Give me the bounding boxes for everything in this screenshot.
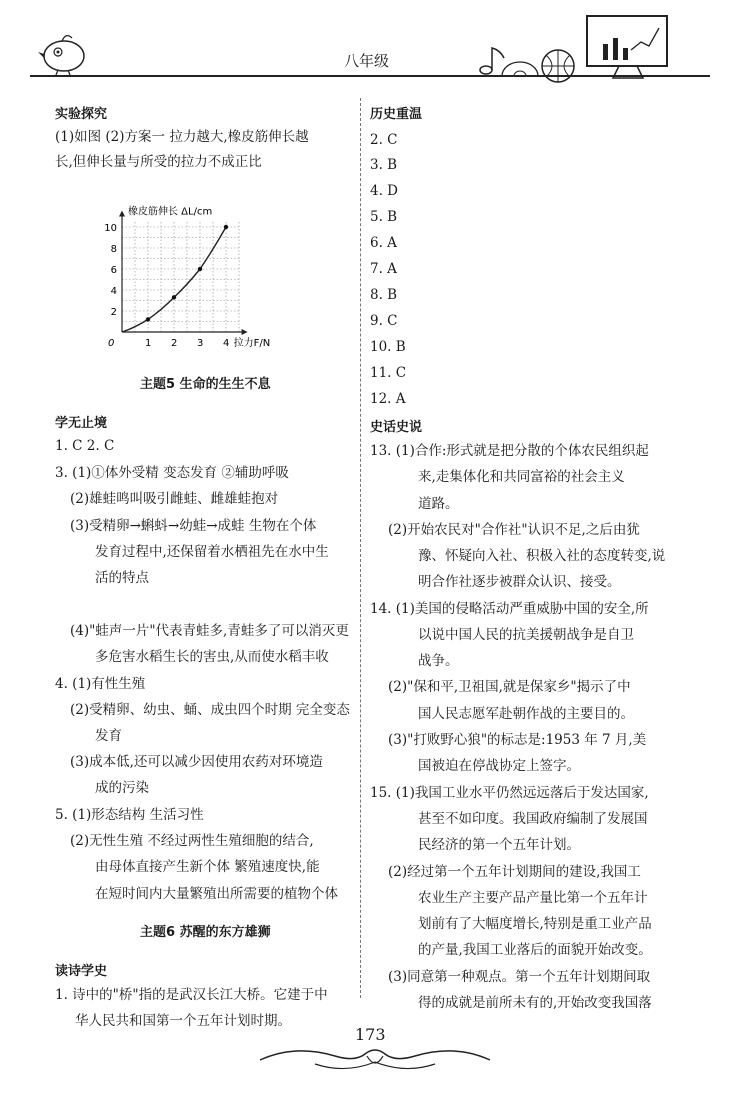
chart-grid	[122, 222, 239, 332]
lishi-answer: 6. A	[370, 235, 397, 251]
shihua-line: 国人民志愿军赴朝作战的主要目的。	[418, 706, 634, 722]
basketball-icon	[540, 48, 576, 84]
xuewu-line: 多危害水稻生长的害虫,从而使水稻丰收	[95, 649, 329, 665]
x-tick-label: 1	[145, 338, 152, 349]
data-point	[146, 317, 150, 321]
y-tick-label: 8	[110, 244, 117, 255]
xuewu-line: (2)受精卵、幼虫、蛹、成虫四个时期 完全变态	[70, 702, 350, 718]
xuewu-line: 由母体直接产生新个体 繁殖速度快,能	[95, 859, 320, 875]
xuewu-line: (2)无性生殖 不经过两性生殖细胞的结合,	[70, 833, 314, 849]
lishi-answer: 2. C	[370, 132, 398, 148]
dushi-line: 1. 诗中的"桥"指的是武汉长江大桥。它建于中	[55, 987, 328, 1003]
lishi-answer: 5. B	[370, 209, 398, 225]
data-point	[172, 295, 176, 299]
x-tick-label: 4	[223, 338, 230, 349]
y-axis-arrow	[119, 211, 125, 217]
shihua-line: 以说中国人民的抗美援朝战争是自卫	[418, 627, 634, 643]
shihua-line: 13. (1)合作:形式就是把分散的个体农民组织起	[370, 443, 649, 459]
x-tick-label: 2	[171, 338, 178, 349]
shihua-line: 划前有了大幅度增长,特别是重工业产品	[418, 916, 652, 932]
shihua-line: (3)"打败野心狼"的标志是:1953 年 7 月,美	[388, 732, 647, 748]
theme-6-title: 主题6 苏醒的东方雄狮	[140, 925, 271, 940]
xuewu-line: 3. (1)①体外受精 变态发育 ②辅助呼吸	[55, 465, 289, 481]
xuewu-line: 发育	[95, 728, 122, 744]
lishi-answer: 8. B	[370, 287, 398, 303]
section-title-xuewu: 学无止境	[55, 416, 108, 431]
shihua-line: (2)经过第一个五年计划期间的建设,我国工	[388, 864, 641, 880]
xuewu-line: 5. (1)形态结构 生活习性	[55, 807, 204, 823]
xuewu-line: 成的污染	[95, 780, 149, 796]
lishi-answer: 11. C	[370, 365, 407, 381]
lishi-answer: 7. A	[370, 261, 397, 277]
y-tick-label: 10	[104, 223, 117, 234]
section-title-lishi: 历史重温	[370, 107, 423, 122]
section-title-dushi: 读诗学史	[55, 964, 108, 979]
lishi-answer: 4. D	[370, 183, 398, 199]
xuewu-line: (4)"蛙声一片"代表青蛙多,青蛙多了可以消灭更	[70, 623, 349, 639]
shihua-line: 甚至不如印度。我国政府编制了发展国	[418, 811, 648, 827]
y-tick-label: 2	[110, 307, 117, 318]
xuewu-line: 在短时间内大量繁殖出所需要的植物个体	[95, 886, 338, 902]
shihua-line: (2)开始农民对"合作社"认识不足,之后由犹	[388, 522, 640, 538]
xuewu-line: 发育过程中,还保留着水栖祖先在水中生	[95, 544, 329, 560]
shihua-line: 14. (1)美国的侵略活动严重威胁中国的安全,所	[370, 601, 649, 617]
xuewu-line: 4. (1)有性生殖	[55, 676, 146, 692]
shihua-line: 15. (1)我国工业水平仍然远远落后于发达国家,	[370, 785, 649, 801]
experiment-line-1: (1)如图 (2)方案一 拉力越大,橡皮筋伸长越	[55, 129, 309, 145]
data-point	[198, 267, 202, 271]
shihua-line: 来,走集体化和共同富裕的社会主义	[418, 469, 625, 485]
column-divider	[360, 98, 361, 998]
rubber-band-stretch-chart	[104, 184, 320, 356]
x-axis-arrow	[242, 329, 248, 335]
dushi-line: 华人民共和国第一个五年计划时期。	[75, 1013, 291, 1029]
section-title-experiment: 实验探究	[55, 107, 108, 122]
experiment-line-2: 长,但伸长量与所受的拉力不成正比	[55, 154, 262, 170]
theme-5-title: 主题5 生命的生生不息	[140, 377, 271, 392]
shihua-line: 明合作社逐步被群众认识、接受。	[418, 574, 621, 590]
shihua-line: 农业生产主要产品产量比第一个五年计	[418, 890, 648, 906]
header-rule	[30, 75, 710, 77]
shihua-line: 民经济的第一个五年计划。	[418, 837, 580, 853]
y-tick-label: 4	[110, 286, 117, 297]
lishi-answer: 3. B	[370, 157, 398, 173]
lishi-answer: 9. C	[370, 313, 398, 329]
shihua-line: 的产量,我国工业落后的面貌开始改变。	[418, 942, 652, 958]
shihua-line: 战争。	[418, 653, 459, 669]
xuewu-line: 1. C 2. C	[55, 438, 115, 454]
section-title-shihua: 史话史说	[370, 420, 423, 435]
y-tick-label: 6	[110, 265, 117, 276]
xuewu-line: (3)成本低,还可以减少因使用农药对环境造	[70, 754, 323, 770]
shihua-line: 国被迫在停战协定上签字。	[418, 758, 580, 774]
y-axis-label: 橡皮筋伸长 ΔL/cm	[128, 206, 213, 218]
shihua-line: (3)同意第一种观点。第一个五年计划期间取	[388, 969, 651, 985]
x-axis-label: 拉力F/N	[233, 338, 271, 349]
lishi-answer: 12. A	[370, 391, 406, 407]
flourish-ornament-icon	[255, 1040, 495, 1076]
shihua-line: 得的成就是前所未有的,开始改变我国落	[418, 995, 652, 1011]
bird-mascot-icon	[38, 30, 90, 75]
data-point	[224, 225, 228, 229]
lishi-answer: 10. B	[370, 339, 406, 355]
tick-labels	[104, 223, 229, 349]
origin-label: 0	[108, 338, 115, 349]
shihua-line: 道路。	[418, 496, 459, 512]
xuewu-line: 活的特点	[95, 570, 149, 586]
xuewu-line: (2)雄蛙鸣叫吸引雌蛙、雌雄蛙抱对	[70, 491, 279, 507]
shihua-line: (2)"保和平,卫祖国,就是保家乡"揭示了中	[388, 679, 631, 695]
xuewu-line: (3)受精卵→蝌蚪→幼蛙→成蛙 生物在个体	[70, 518, 317, 534]
grade-title: 八年级	[344, 52, 390, 70]
shihua-line: 豫、怀疑向入社、积极入社的态度转变,说	[418, 548, 666, 564]
x-tick-label: 3	[197, 338, 204, 349]
page-number: 173	[355, 1025, 386, 1044]
